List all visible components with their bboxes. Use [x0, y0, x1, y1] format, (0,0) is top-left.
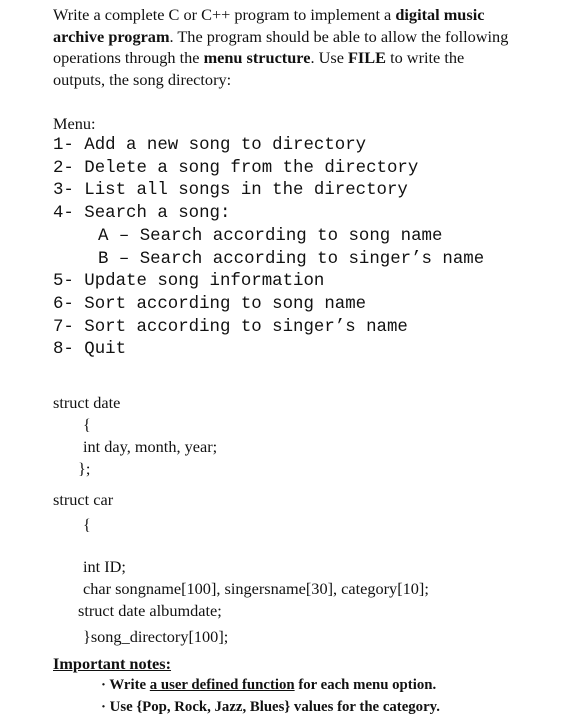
intro-paragraph [53, 4, 513, 90]
menu-item: 8- Quit [53, 340, 127, 360]
struct-date-field: int day, month, year; [83, 437, 218, 457]
struct-date-header: struct date [53, 393, 121, 413]
struct-car-close: }song_directory[100]; [83, 627, 229, 647]
menu-title: Menu: [53, 114, 96, 133]
menu-item: 6- Sort according to song name [53, 294, 367, 314]
note-bullet-1-underlined: a user defined function [149, 677, 295, 694]
note-bullet-1-prefix: · Write [101, 677, 150, 694]
menu-item: 4- Search a song: [53, 204, 231, 224]
notes-title: Important notes: [53, 654, 172, 674]
struct-date-close: }; [78, 459, 91, 479]
intro-text-1: Write a complete C or C++ program to implement a [53, 5, 396, 24]
intro-text-2: . The program should be able to allow the following operations through the [53, 26, 509, 67]
spacer [53, 536, 563, 556]
menu-item: 7- Sort according to singer’s name [53, 317, 408, 337]
document [53, 4, 563, 718]
menu-item: 3- List all songs in the directory [53, 181, 408, 201]
struct-car-field-albumdate: struct date albumdate; [78, 601, 222, 621]
struct-car-header: struct car [53, 490, 114, 510]
menu-list [53, 135, 563, 362]
menu-subitem: A – Search according to song name [98, 226, 443, 246]
menu-item: 5- Update song information [53, 272, 325, 292]
intro-bold-file: FILE [347, 48, 386, 67]
note-bullet-1 [53, 674, 563, 696]
intro-bold-menu: menu structure [203, 48, 311, 67]
struct-car-open: { [83, 515, 91, 535]
menu-subitem: B – Search according to singer’s name [98, 249, 485, 269]
intro-text-3: . Use [310, 48, 348, 67]
struct-date-open: { [83, 415, 91, 435]
intro-text-4: to write the outputs, the song directory: [53, 48, 465, 89]
note-bullet-2: · Use {Pop, Rock, Jazz, Blues} values for the category. [101, 699, 440, 716]
intro-bold-program: digital music archive program [53, 5, 485, 46]
menu-item: 2- Delete a song from the directory [53, 158, 419, 178]
menu-item: 1- Add a new song to directory [53, 136, 367, 155]
struct-car-field-names: char songname[100], singersname[30], category[10]; [83, 579, 429, 599]
note-bullet-1-suffix: for each menu option. [294, 677, 437, 694]
struct-car-field-id: int ID; [83, 557, 126, 577]
